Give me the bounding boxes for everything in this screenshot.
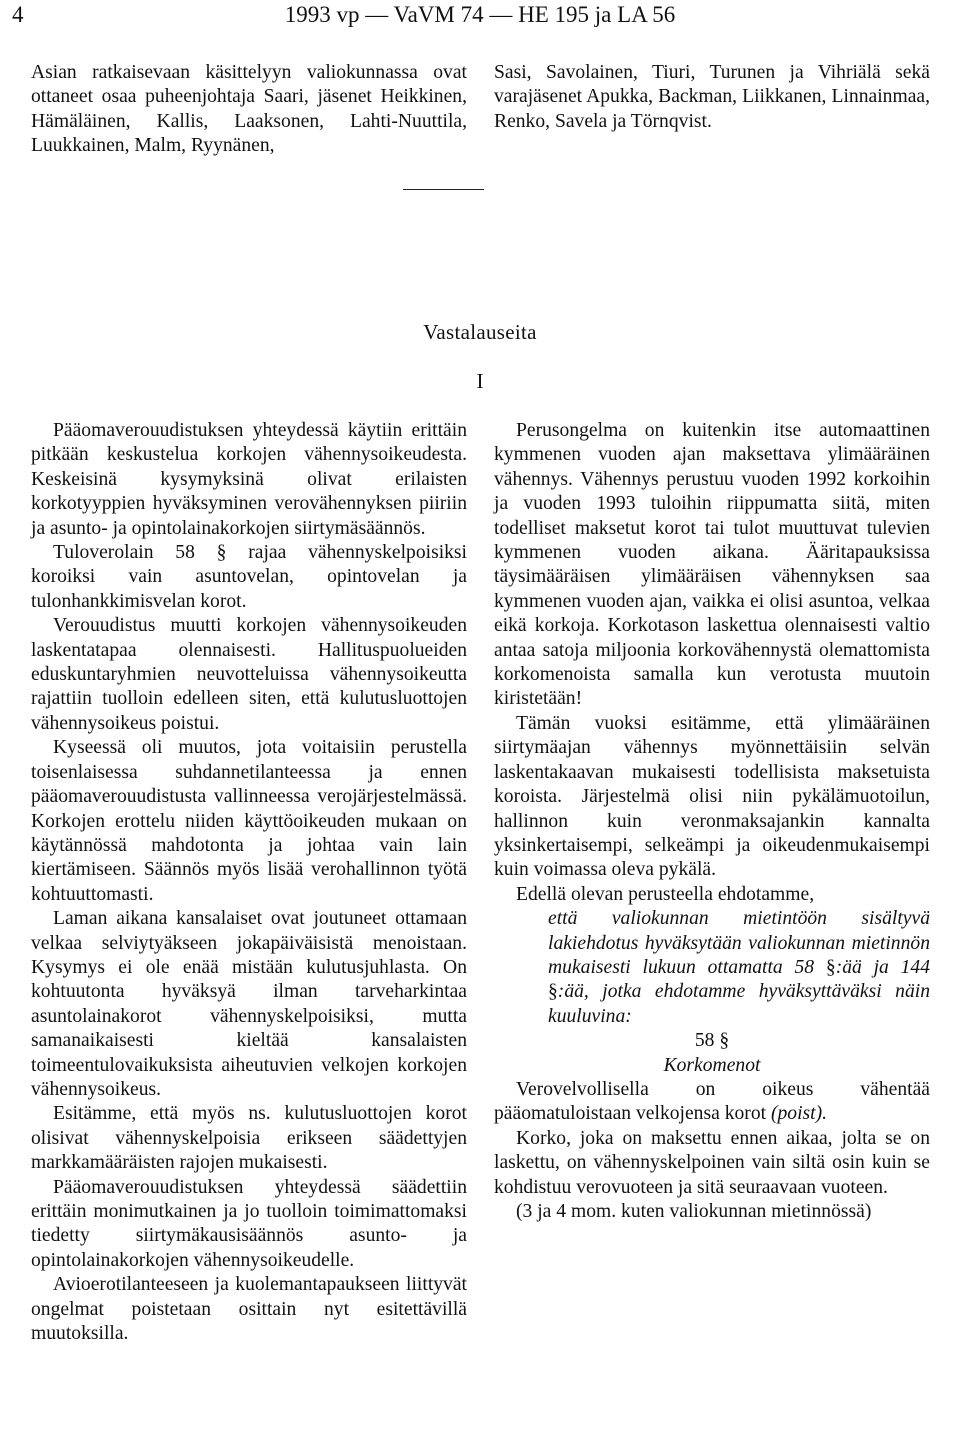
right-paragraph-1: Perusongelma on kuitenkin itse automaattinen kymmenen vuoden ajan maksettava ylimääräinen vähennys. Vähennys perustuu vuoden 1992 korkoihin ja vuoden 1993 tuloihin riippumatta siitä, miten todelliset maksetut korot tai tulot muuttuvat tulevien kymmenen vuoden aikana. Ääritapauksissa täysimääräisen ylimääräisen vähennyksen saa kymmenen vuoden ajan, vaikka ei olisi asuntoa, velkaa eikä korkoja. Korkotason laskettua olennaisesti valtio antaa satoja miljoonia korkovähennystä olemattomista korkomenoista samalla kun verotusta muutoin kiristetään!: [494, 420, 930, 710]
statute-section-heading: Korkomenot: [663, 1054, 761, 1076]
intro-left-text: Asian ratkaisevaan käsittelyyn valiokunnassa ovat ottaneet osaa puheenjohtaja Saari, jäsenet Heikkinen, Hämäläinen, Kallis, Laaksonen, Lahti-Nuuttila, Luukkainen, Malm, Ryynänen,: [31, 62, 467, 157]
left-column: [31, 419, 467, 1346]
right-column: [494, 419, 930, 1224]
intro-right-text: Sasi, Savolainen, Tiuri, Turunen ja Vihriälä sekä varajäsenet Apukka, Backman, Liikkanen, Linnainmaa, Renko, Savela ja Törnqvist.: [494, 62, 930, 132]
section-symbol: §: [825, 956, 836, 978]
left-paragraph-1: Pääomaverouudistuksen yhteydessä käytiin erittäin pitkään keskustelua korkojen vähennysoikeudesta. Keskeisinä kysymyksinä olivat erilaisten korkotyyppien hyväksyminen verovähennyksen piiriin ja asunto- ja opintolainakorkojen siirtymäsäännös.: [31, 420, 467, 539]
running-header: 1993 vp — VaVM 74 — HE 195 ja LA 56: [284, 2, 676, 27]
right-paragraph-2: Tämän vuoksi esitämme, että ylimääräinen siirtymäajan vähennys myönnettäisiin selvän laskentakaavan mukaisesti todellisista maksetuista koroista. Järjestelmä olisi niin pykälämuotoilun, hallinnon kuin veronmaksajankin kannalta yksinkertaisempi, selkeämpi ja oikeudenmukaisempi kuin voimassa oleva pykälä.: [494, 712, 930, 881]
section-symbol: §: [548, 981, 558, 1003]
proposal-text-2: :ää ja 144: [835, 956, 930, 978]
statute-paragraph-2: Korko, joka on maksettu ennen aikaa, jolta se on laskettu, on vähennyskelpoinen vain siltä osin kuin se kohdistuu verovuoteen ja sitä seuraavaan vuoteen.: [494, 1127, 930, 1198]
left-paragraph-7: Pääomaverouudistuksen yhteydessä säädettiin erittäin monimutkainen ja jo tuolloin toimimattomaksi tiedetty siirtymäkausisäännös asunto- ja opintolainakorkojen vähennysoikeudelle.: [31, 1176, 467, 1271]
left-paragraph-3: Verouudistus muutti korkojen vähennysoikeuden laskentatapaa olennaisesti. Hallituspuolueiden eduskuntaryhmien neuvotteluissa vähennysoikeutta rajattiin tuolloin edelleen siten, että kulutusluottojen vähennysoikeus poistui.: [31, 615, 467, 734]
proposal-text-1: että valiokunnan mietintöön sisältyvä lakiehdotus hyväksytään valiokunnan mietinnön mukaisesti lukuun ottamatta 58: [548, 908, 930, 978]
statute-section-number: 58 §: [694, 1030, 730, 1052]
divider-rule: [403, 189, 484, 190]
section-roman-numeral: I: [476, 369, 484, 393]
left-paragraph-8: Avioerotilanteeseen ja kuolemantapaukseen liittyvät ongelmat poistetaan osittain nyt esitettävillä muutoksilla.: [31, 1274, 467, 1345]
statute-paragraph-3: (3 ja 4 mom. kuten valiokunnan mietinnössä): [516, 1201, 872, 1222]
left-paragraph-2: Tuloverolain 58 § rajaa vähennyskelpoisiksi koroiksi vain asuntovelan, opintovelan ja tulonhankkimisvelan korot.: [31, 542, 467, 612]
left-paragraph-5: Laman aikana kansalaiset ovat joutuneet ottamaan velkaa selviytyäkseen jokapäiväisistä menoistaan. Kysymys ei ole enää mistään kulutusjuhlasta. On kohtuutonta hyväksyä ilman tarveharkintaa asuntolainakorot vähennyskelpoisiksi, mutta samanaikaisesti kieltää kansalaisten toimeentulovaikuksista aiheutuvien velkojen korkojen vähennysoikeus.: [31, 908, 467, 1100]
proposal-clause: [494, 907, 930, 1029]
left-paragraph-6: Esitämme, että myös ns. kulutusluottojen korot olisivat vähennyskelpoisia erikseen säädettyjen markkamääräisten rajojen mukaisesti.: [31, 1103, 467, 1174]
proposal-text-3: :ää, jotka ehdotamme hyväksyttäväksi näin kuuluvina:: [548, 981, 930, 1027]
intro-left: [31, 61, 467, 159]
intro-right: [494, 61, 930, 134]
page-number: 4: [12, 2, 24, 27]
statute-paragraph-1-italic: (poist).: [770, 1103, 828, 1125]
section-title: Vastalauseita: [423, 320, 537, 344]
statute-paragraph-1-text: Verovelvollisella on oikeus vähentää pääomatuloistaan velkojensa korot: [494, 1078, 930, 1125]
statute-paragraph-1: [494, 1078, 930, 1127]
left-paragraph-4: Kyseessä oli muutos, jota voitaisiin perustella toisenlaisessa suhdannetilanteessa ja ennen pääomaverouudistusta vallinneessa verojärjestelmässä. Korkojen erottelu niiden käyttöoikeuden mukaan on käytännössä mahdotonta ja johtaa vain lain kiertämiseen. Säännös myös lisää verohallinnon työtä kohtuuttomasti.: [31, 737, 467, 905]
right-paragraph-3: Edellä olevan perusteella ehdotamme,: [516, 883, 815, 905]
